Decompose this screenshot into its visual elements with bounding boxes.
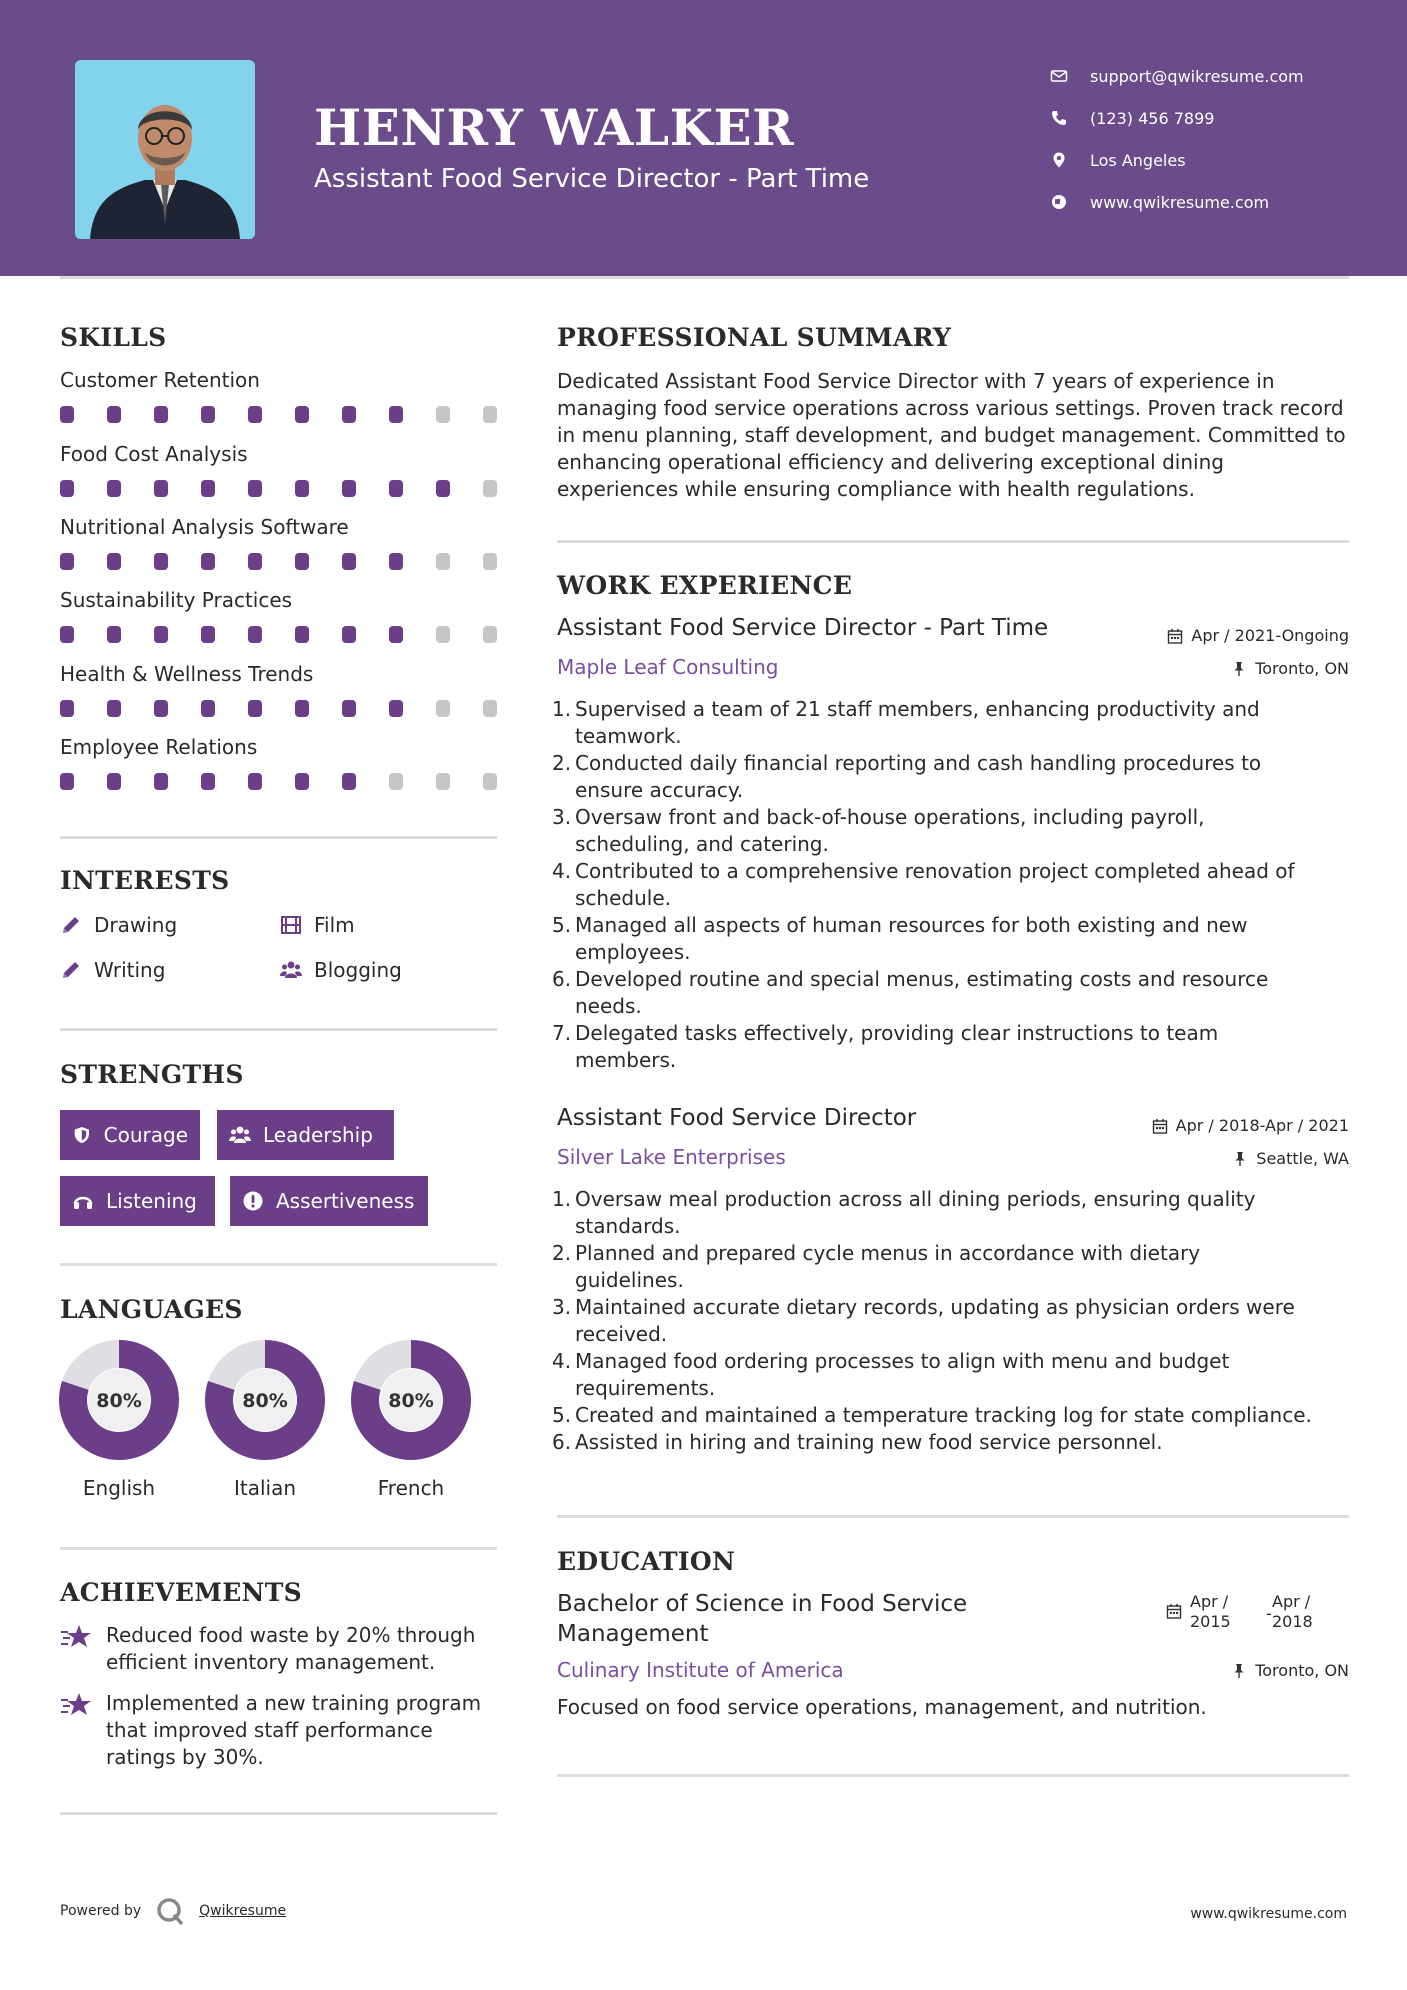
skill-dot-empty (436, 700, 450, 717)
skill-dot-filled (107, 626, 121, 643)
responsibility-text: Created and maintained a temperature tracking log for state compliance. (575, 1403, 1312, 1427)
responsibility-item (552, 696, 1352, 750)
responsibility-text: Managed food ordering processes to align with menu and budget requirements. (575, 1349, 1230, 1400)
contact-website[interactable] (1050, 181, 1304, 223)
job-dates-text: Apr / 2021-Ongoing (1191, 626, 1349, 645)
education-start-year: 2015 (1190, 1612, 1231, 1631)
skill-dot-empty (483, 480, 497, 497)
skill-item (60, 442, 500, 500)
skill-dot-filled (295, 773, 309, 790)
company-name: Silver Lake Enterprises (557, 1145, 786, 1169)
section-divider (60, 1547, 497, 1550)
strength-label: Courage (103, 1123, 188, 1147)
section-divider (557, 1774, 1349, 1777)
language-percent: 80% (242, 1390, 288, 1412)
education-start-month: Apr / (1190, 1592, 1229, 1611)
calendar-icon (1166, 1603, 1182, 1619)
skill-dot-filled (154, 553, 168, 570)
contact-website-text: www.qwikresume.com (1090, 192, 1270, 212)
responsibility-text: Planned and prepared cycle menus in accordance with dietary guidelines. (575, 1241, 1201, 1292)
skill-dot-empty (483, 626, 497, 643)
skill-item (60, 735, 500, 793)
skill-dot-filled (107, 700, 121, 717)
section-divider (557, 540, 1349, 543)
profile-photo (75, 60, 255, 239)
interest-label: Film (314, 913, 355, 937)
responsibility-number: 6. (552, 1430, 572, 1454)
responsibility-number: 7. (552, 1021, 572, 1045)
responsibility-item (552, 966, 1352, 1020)
interest-item (60, 913, 177, 937)
skill-dot-filled (389, 626, 403, 643)
skill-dot-filled (154, 700, 168, 717)
responsibility-text: Assisted in hiring and training new food service personnel. (575, 1430, 1163, 1454)
language-progress-ring (59, 1340, 179, 1460)
contact-list (1050, 55, 1304, 223)
summary-text: Dedicated Assistant Food Service Director with 7 years of experience in managing food service operations across various settings. Proven track record in menu planning, staff development, and budget management. Committed to enhancing operational efficiency and delivering exceptional dining experiences while ensuring compliance with health regulations. (557, 369, 1346, 501)
language-name: English (82, 1476, 156, 1500)
interest-item (280, 958, 402, 982)
brand-link[interactable]: Qwikresume (199, 1903, 287, 1919)
skill-dot-filled (201, 553, 215, 570)
skill-name: Food Cost Analysis (60, 442, 248, 466)
summary-heading: PROFESSIONAL SUMMARY (557, 323, 952, 352)
responsibility-number: 1. (552, 1187, 572, 1211)
skill-dot-filled (248, 773, 262, 790)
responsibility-number: 2. (552, 751, 572, 775)
skill-dot-filled (107, 553, 121, 570)
strength-badge (217, 1110, 394, 1160)
qwikresume-logo-icon (155, 1896, 185, 1926)
responsibility-item (552, 1240, 1352, 1294)
strength-badge (60, 1110, 200, 1160)
responsibility-text: Maintained accurate dietary records, updating as physician orders were received. (575, 1295, 1295, 1346)
interest-label: Blogging (314, 958, 402, 982)
job-location (1232, 1149, 1349, 1168)
pushpin-icon (1232, 1151, 1248, 1167)
skill-dot-filled (248, 626, 262, 643)
resume-header (0, 0, 1407, 276)
job-location-text: Seattle, WA (1256, 1149, 1349, 1168)
responsibility-number: 6. (552, 967, 572, 991)
users-icon (280, 959, 302, 981)
achievement-text: Reduced food waste by 20% through efficient inventory management. (106, 1623, 476, 1674)
skill-dot-empty (483, 700, 497, 717)
skill-dot-filled (389, 406, 403, 423)
section-divider (60, 1812, 497, 1815)
responsibility-text: Contributed to a comprehensive renovation project completed ahead of schedule. (575, 859, 1295, 910)
section-divider (557, 1515, 1349, 1518)
star-icon (60, 1691, 92, 1719)
calendar-icon (1152, 1118, 1168, 1134)
skill-dot-filled (154, 773, 168, 790)
language-percent: 80% (96, 1390, 142, 1412)
skill-name: Health & Wellness Trends (60, 662, 314, 686)
responsibility-item (552, 804, 1352, 858)
section-divider (60, 1263, 497, 1266)
responsibility-text: Oversaw meal production across all dining periods, ensuring quality standards. (575, 1187, 1256, 1238)
education-location (1231, 1661, 1349, 1680)
responsibility-item (552, 1294, 1352, 1348)
skill-dot-filled (389, 700, 403, 717)
contact-email-text: support@qwikresume.com (1090, 66, 1304, 86)
achievement-item (60, 1622, 500, 1676)
achievement-item (60, 1690, 500, 1771)
powered-by-label: Powered by (60, 1903, 142, 1919)
responsibility-number: 1. (552, 697, 572, 721)
skill-item (60, 368, 500, 426)
skill-dot-filled (248, 700, 262, 717)
skill-dot-filled (295, 480, 309, 497)
education-end-year: 2018 (1272, 1612, 1313, 1631)
languages-heading: LANGUAGES (60, 1295, 243, 1324)
skill-dot-filled (342, 480, 356, 497)
skill-dot-empty (436, 553, 450, 570)
skill-dot-filled (60, 626, 74, 643)
contact-email[interactable] (1050, 55, 1304, 97)
contact-phone-text: (123) 456 7899 (1090, 108, 1215, 128)
responsibility-text: Conducted daily financial reporting and cash handling procedures to ensure accuracy. (575, 751, 1262, 802)
candidate-name: HENRY WALKER (314, 98, 795, 157)
section-divider (60, 836, 497, 839)
strength-label: Leadership (263, 1123, 373, 1147)
education-heading: EDUCATION (557, 1547, 736, 1576)
responsibility-text: Oversaw front and back-of-house operations, including payroll, scheduling, and catering. (575, 805, 1205, 856)
interest-label: Writing (94, 958, 166, 982)
skill-dot-filled (154, 480, 168, 497)
pencil-icon (60, 914, 82, 936)
interest-item (60, 958, 165, 982)
skill-dot-filled (107, 773, 121, 790)
skills-heading: SKILLS (60, 323, 167, 352)
skill-rating (60, 700, 500, 720)
skill-dot-filled (436, 480, 450, 497)
job-title: Assistant Food Service Director - Part Time (557, 615, 1049, 641)
star-icon (60, 1623, 92, 1651)
job-responsibilities (552, 1186, 1352, 1456)
headphones-icon (72, 1190, 94, 1212)
profile-portrait-image (75, 60, 255, 239)
skill-rating (60, 553, 500, 573)
skill-dot-filled (201, 773, 215, 790)
interests-heading: INTERESTS (60, 866, 230, 895)
job-title: Assistant Food Service Director (557, 1105, 917, 1131)
responsibility-item (552, 1020, 1352, 1074)
strength-label: Listening (106, 1189, 197, 1213)
responsibility-number: 5. (552, 1403, 572, 1427)
skill-name: Sustainability Practices (60, 588, 293, 612)
language-progress-ring (205, 1340, 325, 1460)
language-item (349, 1340, 473, 1500)
contact-location-text: Los Angeles (1090, 150, 1186, 170)
contact-phone[interactable] (1050, 97, 1304, 139)
globe-icon (1050, 193, 1068, 211)
job-location (1231, 659, 1349, 678)
school-name: Culinary Institute of America (557, 1658, 844, 1682)
job-location-text: Toronto, ON (1255, 659, 1349, 678)
skill-rating (60, 773, 500, 793)
skill-dot-filled (201, 700, 215, 717)
skill-dot-filled (342, 626, 356, 643)
strength-label: Assertiveness (276, 1189, 415, 1213)
skill-name: Customer Retention (60, 368, 260, 392)
skill-dot-filled (60, 773, 74, 790)
responsibility-text: Supervised a team of 21 staff members, enhancing productivity and teamwork. (575, 697, 1260, 748)
skill-dot-filled (60, 700, 74, 717)
responsibility-item (552, 750, 1352, 804)
achievements-heading: ACHIEVEMENTS (60, 1578, 302, 1607)
candidate-role: Assistant Food Service Director - Part Time (314, 164, 870, 194)
language-name: Italian (233, 1476, 297, 1500)
responsibility-item (552, 858, 1352, 912)
responsibility-text: Developed routine and special menus, estimating costs and resource needs. (575, 967, 1269, 1018)
skill-rating (60, 406, 500, 426)
responsibility-number: 3. (552, 805, 572, 829)
skill-dot-empty (389, 773, 403, 790)
skill-dot-empty (483, 773, 497, 790)
skill-dot-filled (295, 626, 309, 643)
film-icon (280, 914, 302, 936)
skill-dot-filled (60, 553, 74, 570)
skill-dot-filled (389, 553, 403, 570)
skill-dot-empty (436, 773, 450, 790)
map-marker-icon (1050, 151, 1068, 169)
experience-heading: WORK EXPERIENCE (557, 571, 853, 600)
pushpin-icon (1231, 1663, 1247, 1679)
language-item (57, 1340, 181, 1500)
education-date-dash: - (1266, 1604, 1272, 1623)
education-description: Focused on food service operations, management, and nutrition. (557, 1695, 1207, 1719)
skill-dot-filled (342, 773, 356, 790)
responsibility-number: 3. (552, 1295, 572, 1319)
strengths-heading: STRENGTHS (60, 1060, 244, 1089)
company-name: Maple Leaf Consulting (557, 655, 779, 679)
responsibility-text: Delegated tasks effectively, providing clear instructions to team members. (575, 1021, 1219, 1072)
job-dates-text: Apr / 2018-Apr / 2021 (1175, 1116, 1349, 1135)
responsibility-number: 4. (552, 859, 572, 883)
skill-name: Employee Relations (60, 735, 258, 759)
skill-item (60, 515, 500, 573)
interest-label: Drawing (94, 913, 178, 937)
responsibility-number: 2. (552, 1241, 572, 1265)
responsibility-number: 5. (552, 913, 572, 937)
language-progress-ring (351, 1340, 471, 1460)
calendar-icon (1167, 628, 1183, 644)
language-item (203, 1340, 327, 1500)
skill-dot-filled (154, 626, 168, 643)
skill-dot-filled (107, 480, 121, 497)
phone-icon (1050, 109, 1068, 127)
skill-rating (60, 626, 500, 646)
skill-item (60, 662, 500, 720)
strength-badge (60, 1176, 215, 1226)
envelope-icon (1050, 67, 1068, 85)
footer-powered-by (60, 1896, 286, 1926)
skill-dot-filled (154, 406, 168, 423)
skill-dot-filled (107, 406, 121, 423)
contact-location (1050, 139, 1304, 181)
interest-item (280, 913, 355, 937)
skill-dot-filled (248, 406, 262, 423)
skill-item (60, 588, 500, 646)
job-dates (1152, 1116, 1349, 1135)
skill-dot-filled (248, 553, 262, 570)
skill-dot-filled (342, 553, 356, 570)
skill-dot-empty (436, 406, 450, 423)
skill-dot-filled (201, 626, 215, 643)
skill-name: Nutritional Analysis Software (60, 515, 349, 539)
responsibility-item (552, 1402, 1352, 1429)
exclamation-icon (242, 1190, 264, 1212)
header-divider (60, 276, 1349, 279)
skill-dot-filled (201, 406, 215, 423)
skill-dot-filled (60, 480, 74, 497)
skill-dot-filled (60, 406, 74, 423)
responsibility-item (552, 1429, 1352, 1456)
skill-dot-empty (436, 626, 450, 643)
pencil-icon (60, 959, 82, 981)
skill-dot-empty (483, 553, 497, 570)
section-divider (60, 1028, 497, 1031)
skill-dot-filled (342, 700, 356, 717)
skill-rating (60, 480, 500, 500)
shield-icon (72, 1124, 92, 1146)
degree-title-line2: Management (557, 1621, 709, 1647)
skill-dot-filled (389, 480, 403, 497)
degree-title: Bachelor of Science in Food Service (557, 1591, 968, 1617)
responsibility-number: 4. (552, 1349, 572, 1373)
skill-dot-filled (248, 480, 262, 497)
strength-badge (230, 1176, 428, 1226)
education-end-month: Apr / (1272, 1592, 1311, 1611)
language-name: French (377, 1476, 445, 1500)
skill-dot-empty (483, 406, 497, 423)
job-responsibilities (552, 696, 1352, 1074)
skill-dot-filled (201, 480, 215, 497)
language-percent: 80% (388, 1390, 434, 1412)
responsibility-item (552, 912, 1352, 966)
responsibility-item (552, 1348, 1352, 1402)
skill-dot-filled (295, 700, 309, 717)
footer-website[interactable]: www.qwikresume.com (1190, 1906, 1347, 1922)
users-icon (229, 1124, 251, 1146)
skill-dot-filled (342, 406, 356, 423)
responsibility-text: Managed all aspects of human resources for both existing and new employees. (575, 913, 1248, 964)
skill-dot-filled (295, 553, 309, 570)
education-location-text: Toronto, ON (1255, 1661, 1349, 1680)
skill-dot-filled (295, 406, 309, 423)
responsibility-item (552, 1186, 1352, 1240)
pushpin-icon (1231, 661, 1247, 677)
job-dates (1167, 626, 1349, 645)
achievement-text: Implemented a new training program that improved staff performance ratings by 30%. (106, 1691, 482, 1769)
